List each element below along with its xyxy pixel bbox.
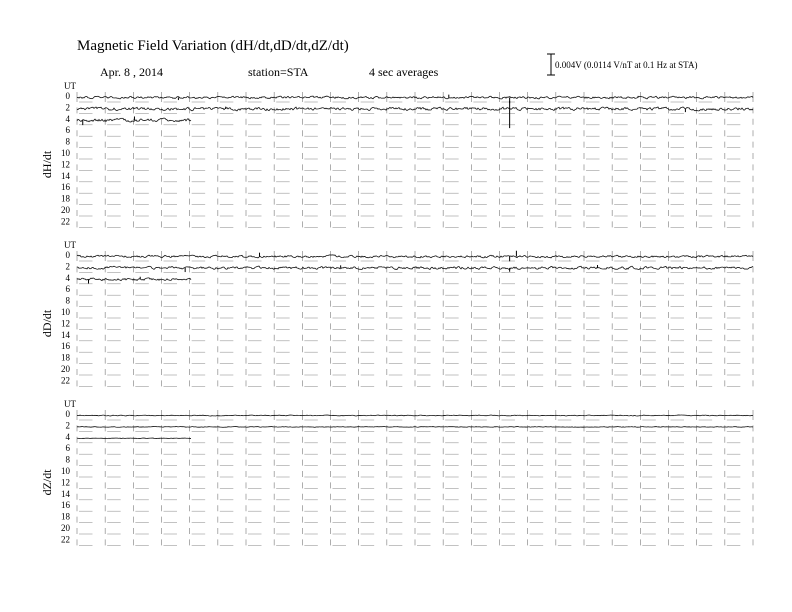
ut-label: UT xyxy=(64,240,76,250)
row-tick-label: 18 xyxy=(61,193,70,204)
axis-label: dH/dt xyxy=(40,150,54,179)
axis-label: dD/dt xyxy=(40,309,54,338)
row-tick-label: 14 xyxy=(61,170,70,181)
row-tick-label: 2 xyxy=(65,102,70,113)
row-tick-label: 16 xyxy=(61,341,70,352)
row-tick-label: 0 xyxy=(65,409,70,419)
row-tick-label: 20 xyxy=(61,523,70,533)
row-tick-label: 2 xyxy=(65,420,70,431)
row-tick-label: 18 xyxy=(61,352,70,363)
row-tick-label: 8 xyxy=(65,136,70,147)
chart-title: Magnetic Field Variation (dH/dt,dD/dt,dZ/dt) xyxy=(77,38,349,54)
row-tick-label: 16 xyxy=(61,182,70,193)
row-tick-label: 22 xyxy=(61,534,70,545)
axis-label: dZ/dt xyxy=(40,469,54,496)
row-tick-label: 20 xyxy=(61,205,70,215)
row-tick-label: 10 xyxy=(61,307,70,317)
row-tick-label: 0 xyxy=(65,250,70,260)
row-tick-label: 4 xyxy=(65,272,70,283)
row-tick-label: 22 xyxy=(61,216,70,227)
row-tick-label: 4 xyxy=(65,431,70,442)
scale-label: 0.004V (0.0114 V/nT at 0.1 Hz at STA) xyxy=(555,60,698,70)
station-label: station=STA xyxy=(248,65,309,79)
row-tick-label: 12 xyxy=(61,159,70,170)
row-tick-label: 18 xyxy=(61,511,70,522)
trace-line xyxy=(77,438,191,439)
row-tick-label: 2 xyxy=(65,261,70,272)
row-tick-label: 22 xyxy=(61,375,70,386)
ut-label: UT xyxy=(64,81,76,91)
row-tick-label: 0 xyxy=(65,91,70,101)
row-tick-label: 14 xyxy=(61,329,70,340)
date-label: Apr. 8 , 2014 xyxy=(100,65,163,79)
panel-dz-dt xyxy=(40,399,753,545)
row-tick-label: 6 xyxy=(65,443,70,454)
row-tick-label: 10 xyxy=(61,466,70,476)
ut-label: UT xyxy=(64,399,76,409)
row-tick-label: 20 xyxy=(61,364,70,374)
trace-line xyxy=(77,278,191,281)
row-tick-label: 4 xyxy=(65,113,70,124)
row-tick-label: 12 xyxy=(61,318,70,329)
row-tick-label: 6 xyxy=(65,284,70,295)
averaging-label: 4 sec averages xyxy=(369,65,439,79)
panel-dd-dt xyxy=(40,240,753,386)
row-tick-label: 8 xyxy=(65,454,70,465)
row-tick-label: 14 xyxy=(61,488,70,499)
row-tick-label: 12 xyxy=(61,477,70,488)
row-tick-label: 10 xyxy=(61,148,70,158)
row-tick-label: 16 xyxy=(61,500,70,511)
panel-dh-dt xyxy=(40,81,753,227)
row-tick-label: 8 xyxy=(65,295,70,306)
row-tick-label: 6 xyxy=(65,125,70,136)
